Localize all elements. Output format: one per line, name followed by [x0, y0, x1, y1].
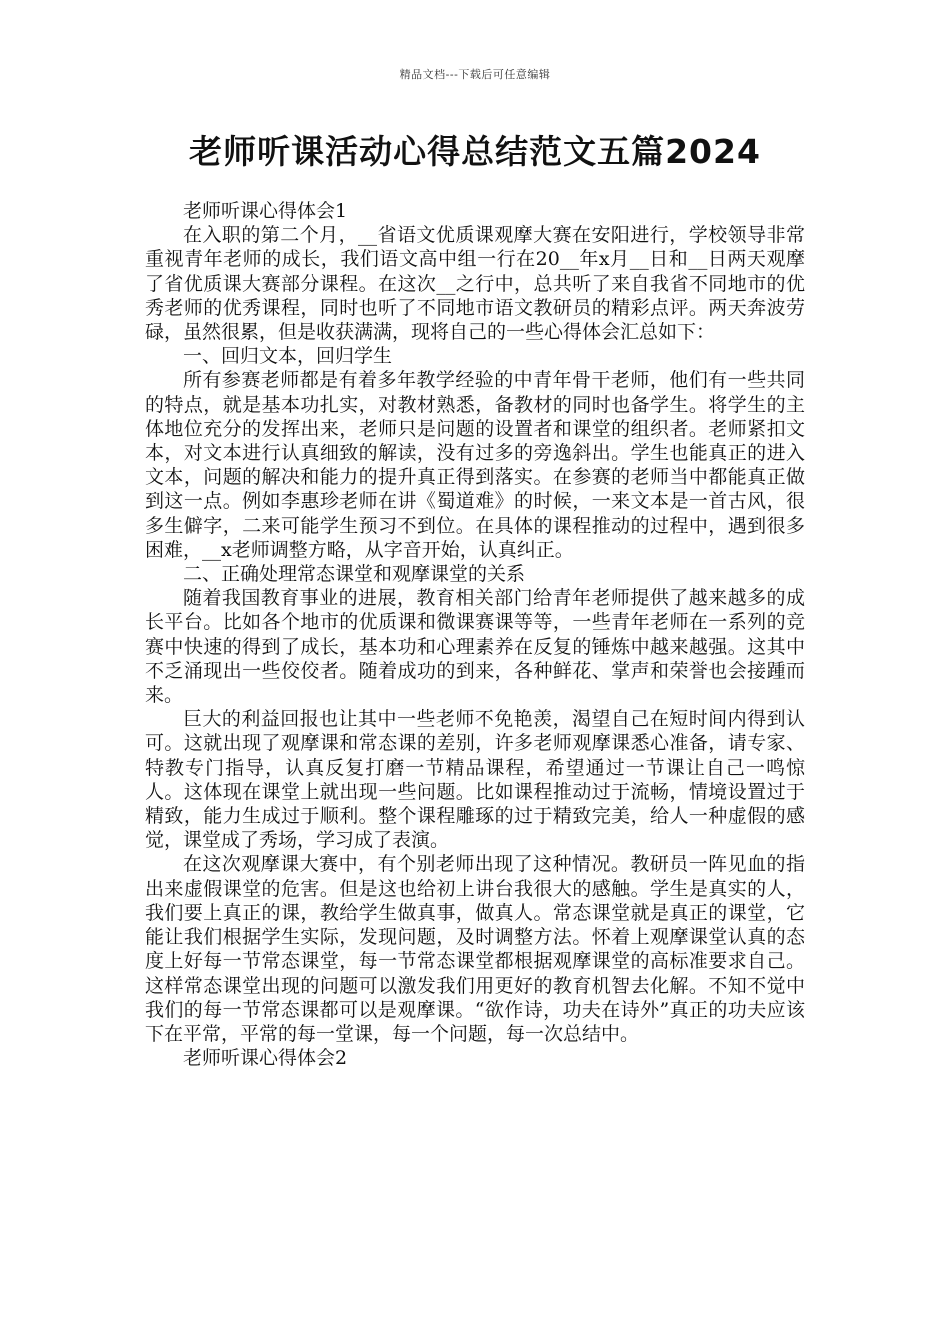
paragraph-3: 巨大的利益回报也让其中一些老师不免艳羡，渴望自己在短时间内得到认可。这就出现了观摩课和常态课的差别，许多老师观摩课悉心准备，请专家、特教专门指导，认真反复打磨一节精品课程，希望通过一节课让自己一鸣惊人。这体现在课堂上就出现一些问题。比如课程推动过于流畅，情境设置过于精致，能力生成过于顺利。整个课程雕琢的过于精致完美，给人一种虚假的感觉，课堂成了秀场，学习成了表演。 — [145, 708, 805, 852]
subheading-2: 二、正确处理常态课堂和观摩课堂的关系 — [183, 563, 526, 586]
document-title: 老师听课活动心得总结范文五篇2024 — [189, 132, 761, 171]
header-note: 精品文档---下载后可任意编辑 — [399, 68, 551, 81]
section-heading-2: 老师听课心得体会2 — [183, 1047, 348, 1070]
paragraph-1: 所有参赛老师都是有着多年教学经验的中青年骨干老师，他们有一些共同的特点，就是基本功扎实，对教材熟悉，备教材的同时也备学生。将学生的主体地位充分的发挥出来，老师只是问题的设置者和课堂的组织者。老师紧扣文本，对文本进行认真细致的解读，没有过多的旁逸斜出。学生也能真正的进入文本，问题的解决和能力的提升真正得到落实。在参赛的老师当中都能真正做到这一点。例如李惠珍老师在讲《蜀道难》的时候，一来文本是一首古风，很多生僻字，二来可能学生预习不到位。在具体的课程推动的过程中，遇到很多困难，__x老师调整方略，从字音开始，认真纠正。 — [145, 369, 805, 561]
document-body — [145, 199, 805, 1070]
paragraph-2: 随着我国教育事业的进展，教育相关部门给青年老师提供了越来越多的成长平台。比如各个地市的优质课和微课赛课等等，一些青年老师在一系列的竞赛中快速的得到了成长，基本功和心理素养在反复的锤炼中越来越强。这其中不乏涌现出一些佼佼者。随着成功的到来，各种鲜花、掌声和荣誉也会接踵而来。 — [145, 587, 805, 707]
paragraph-intro: 在入职的第二个月，__省语文优质课观摩大赛在安阳进行，学校领导非常重视青年老师的成长，我们语文高中组一行在20__年x月__日和__日两天观摩了省优质课大赛部分课程。在这次__之行中，总共听了来自我省不同地市的优秀老师的优秀课程，同时也听了不同地市语文教研员的精彩点评。两天奔波劳碌，虽然很累，但是收获满满，现将自己的一些心得体会汇总如下： — [145, 224, 805, 344]
section-heading-1: 老师听课心得体会1 — [183, 200, 348, 222]
paragraph-4: 在这次观摩课大赛中，有个别老师出现了这种情况。教研员一阵见血的指出来虚假课堂的危害。但是这也给初上讲台我很大的感触。学生是真实的人，我们要上真正的课，教给学生做真事，做真人。常态课堂就是真正的课堂，它能让我们根据学生实际，发现问题，及时调整方法。怀着上观摩课堂认真的态度上好每一节常态课堂，每一节常态课堂都根据观摩课堂的高标准要求自己。这样常态课堂出现的问题可以激发我们用更好的教育机智去化解。不知不觉中我们的每一节常态课都可以是观摩课。“欲作诗，功夫在诗外”真正的功夫应该下在平常，平常的每一堂课，每一个问题，每一次总结中。 — [145, 853, 805, 1045]
subheading-1: 一、回归文本，回归学生 — [183, 345, 393, 368]
